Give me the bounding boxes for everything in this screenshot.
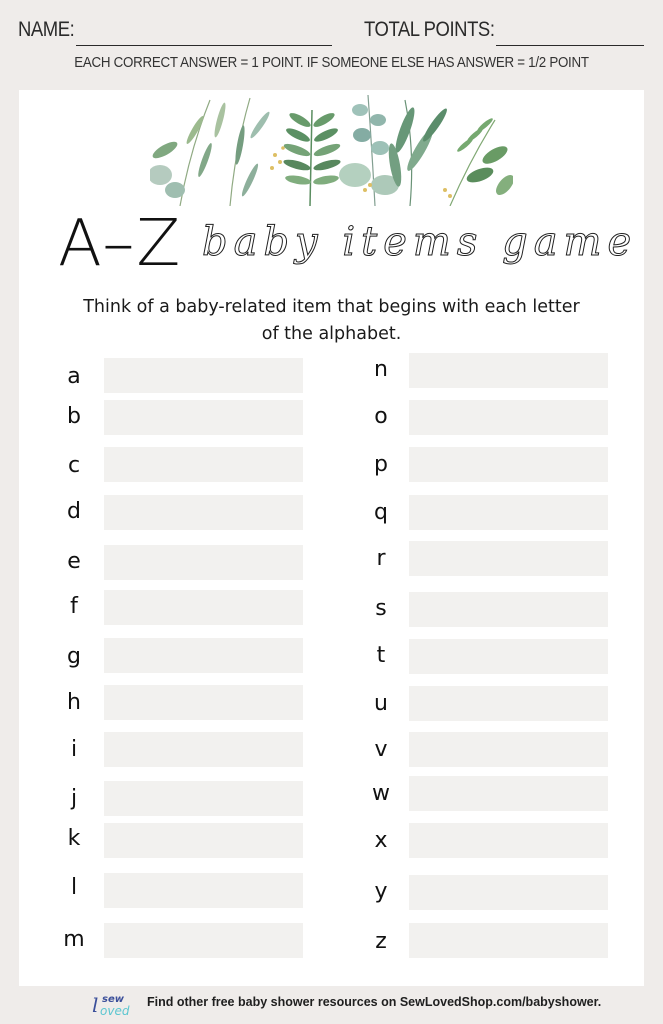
letter-label: a: [67, 364, 81, 389]
answer-field-s[interactable]: [409, 592, 608, 627]
letter-label: q: [374, 500, 388, 525]
name-label: NAME:: [18, 18, 75, 41]
answer-field-p[interactable]: [409, 447, 608, 482]
answer-field-n[interactable]: [409, 353, 608, 388]
total-points-field-line[interactable]: [496, 45, 644, 46]
footer: [0, 990, 663, 1020]
letter-label: x: [374, 828, 388, 853]
letter-label: g: [67, 644, 81, 669]
letter-label: z: [375, 929, 387, 954]
sew-loved-logo-icon: [90, 990, 134, 1018]
letter-label: y: [374, 879, 388, 904]
svg-text:sew: sew: [102, 994, 124, 1005]
letter-label: s: [375, 596, 387, 621]
letter-label: e: [67, 549, 81, 574]
letter-label: i: [70, 737, 78, 762]
title-script: baby items game: [202, 219, 638, 265]
answer-field-q[interactable]: [409, 495, 608, 530]
foliage-illustration-icon: [150, 90, 513, 206]
answer-field-h[interactable]: [104, 685, 303, 720]
answer-field-a[interactable]: [104, 358, 303, 393]
answer-field-o[interactable]: [409, 400, 608, 435]
letter-label: t: [376, 643, 386, 668]
answer-field-m[interactable]: [104, 923, 303, 958]
svg-text:oved: oved: [100, 1004, 130, 1018]
instructions-line-2: of the alphabet.: [261, 324, 402, 344]
letter-label: v: [374, 737, 388, 762]
letter-label: m: [63, 927, 85, 952]
total-points-label: TOTAL POINTS:: [364, 18, 495, 41]
answer-field-f[interactable]: [104, 590, 303, 625]
name-field-line[interactable]: [76, 45, 332, 46]
answer-field-i[interactable]: [104, 732, 303, 767]
scoring-rule: EACH CORRECT ANSWER = 1 POINT. IF SOMEONE ELSE HAS ANSWER = 1/2 POINT: [74, 55, 589, 71]
letter-label: f: [70, 594, 78, 619]
letter-label: o: [374, 404, 388, 429]
answer-field-g[interactable]: [104, 638, 303, 673]
letter-label: j: [70, 786, 78, 811]
letter-label: c: [67, 453, 81, 478]
answer-field-d[interactable]: [104, 495, 303, 530]
answer-field-r[interactable]: [409, 541, 608, 576]
letter-label: l: [70, 875, 78, 900]
footer-resources-link[interactable]: Find other free baby shower resources on SewLovedShop.com/babyshower.: [147, 995, 602, 1009]
answer-field-e[interactable]: [104, 545, 303, 580]
letter-label: u: [374, 691, 388, 716]
instructions-line-1: Think of a baby-related item that begins with each letter: [83, 297, 580, 317]
letter-label: n: [374, 357, 388, 382]
letter-label: h: [67, 690, 81, 715]
letter-label: b: [67, 404, 81, 429]
answer-field-k[interactable]: [104, 823, 303, 858]
instructions: [40, 294, 623, 348]
answer-field-j[interactable]: [104, 781, 303, 816]
answer-field-c[interactable]: [104, 447, 303, 482]
answer-field-v[interactable]: [409, 732, 608, 767]
answer-field-l[interactable]: [104, 873, 303, 908]
title-a-to-z: A–Z: [58, 207, 183, 281]
letter-label: k: [67, 826, 81, 851]
answer-field-x[interactable]: [409, 823, 608, 858]
answer-field-b[interactable]: [104, 400, 303, 435]
letter-label: w: [372, 781, 390, 806]
answer-field-w[interactable]: [409, 776, 608, 811]
letter-label: d: [67, 499, 81, 524]
answer-field-y[interactable]: [409, 875, 608, 910]
svg-text:l: l: [92, 993, 99, 1017]
answer-field-t[interactable]: [409, 639, 608, 674]
answer-field-z[interactable]: [409, 923, 608, 958]
answer-field-u[interactable]: [409, 686, 608, 721]
letter-label: p: [374, 452, 388, 477]
letter-label: r: [376, 546, 386, 571]
